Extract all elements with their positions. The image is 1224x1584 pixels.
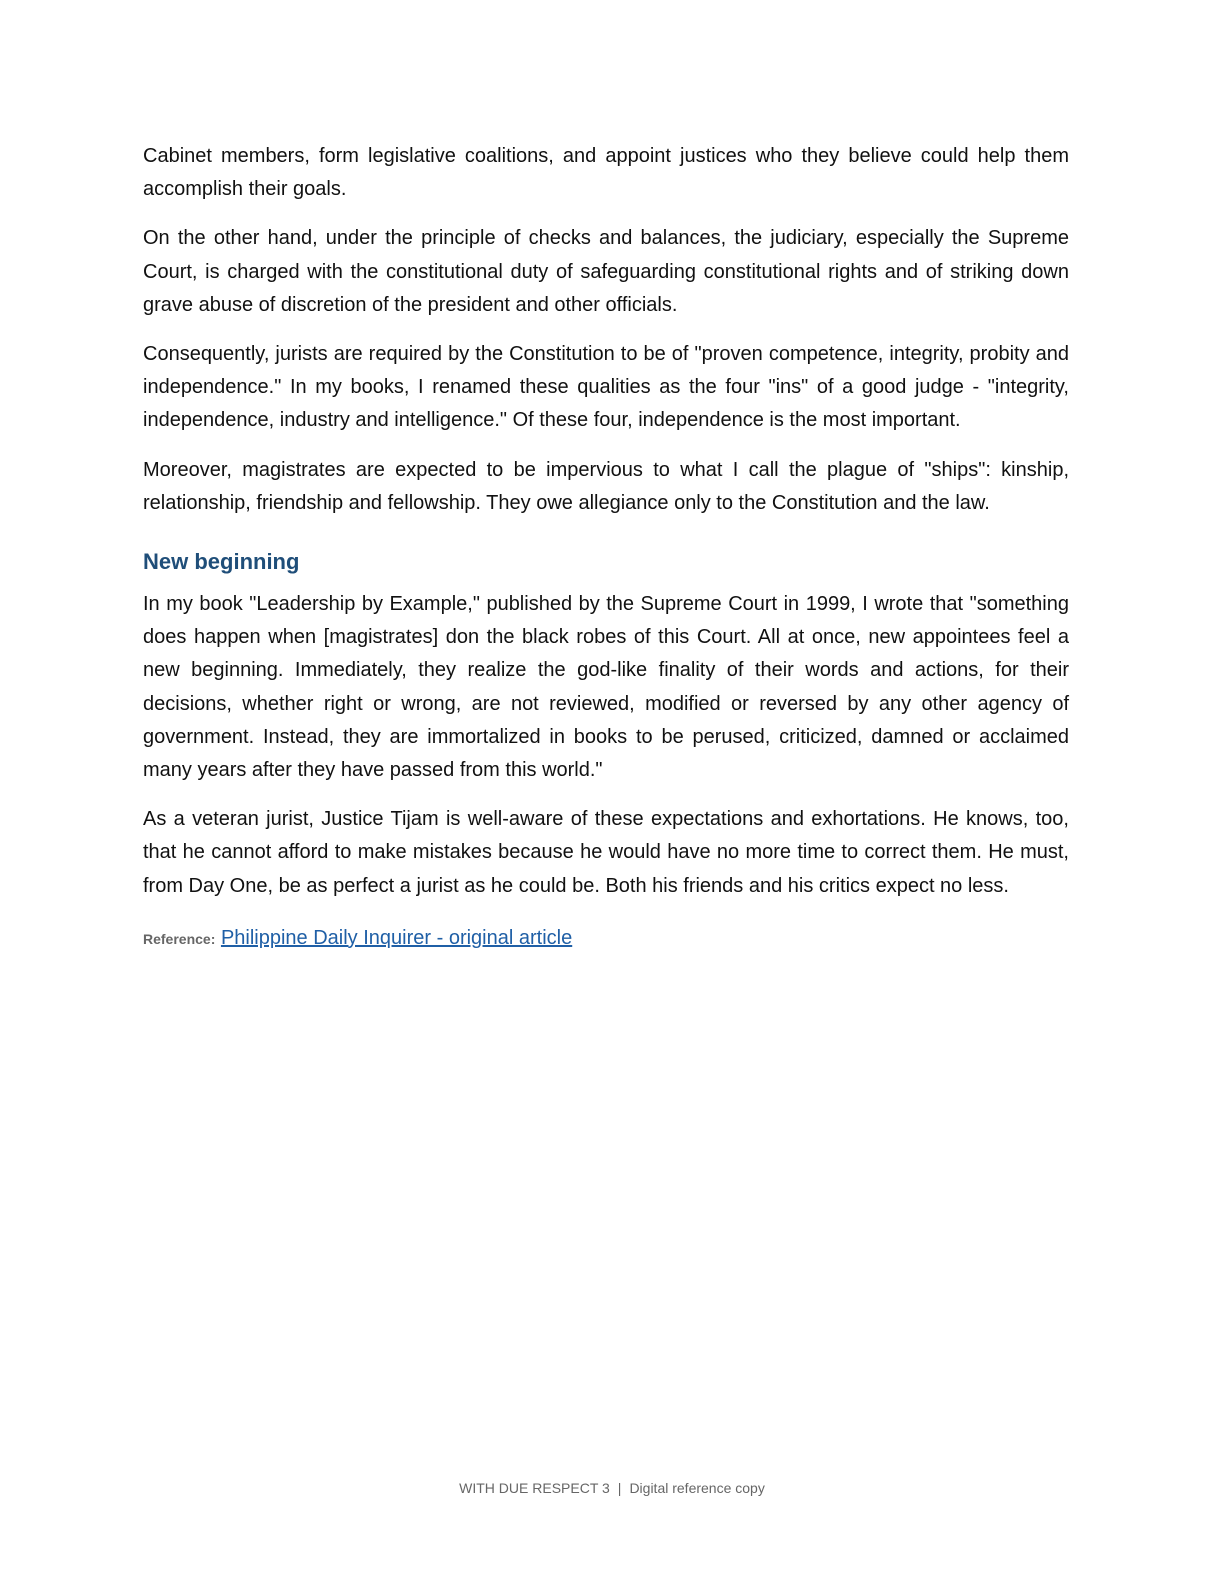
reference-link[interactable]: Philippine Daily Inquirer - original article xyxy=(220,926,573,949)
reference-label: Reference: xyxy=(143,930,216,947)
paragraph-checks-and-balances: On the other hand, under the principle of checks and balances, the judiciary, especially the Supreme Court, is charged with the constitutional duty of safeguarding constitutional rights and of striking down grave abuse of discretion of the president and other officials. xyxy=(143,227,1069,316)
paragraph-cabinet: Cabinet members, form legislative coalitions, and appoint justices who they believe could help them accomplish their goals. xyxy=(143,145,1069,201)
page-body xyxy=(143,140,1069,954)
paragraph-plague-of-ships: Moreover, magistrates are expected to be impervious to what I call the plague of "ships": kinship, relationship, friendship and fellowship. They owe allegiance only to the Constitution and the law. xyxy=(143,458,1069,514)
page-footer xyxy=(0,1478,1224,1498)
footer-title: WITH DUE RESPECT 3 xyxy=(459,1480,610,1496)
paragraph-leadership-by-example: In my book "Leadership by Example," published by the Supreme Court in 1999, I wrote that "something does happen when [magistrates] don the black robes of this Court. All at once, new appointees feel a new beginning. Immediately, they realize the god-like finality of their words and actions, for their decisions, whether right or wrong, are not reviewed, modified or reversed by any other agency of government. Instead, they are immortalized in books to be perused, criticized, damned or acclaimed many years after they have passed from this world." xyxy=(143,593,1069,782)
paragraph-four-ins: Consequently, jurists are required by the Constitution to be of "proven competence, integrity, probity and independence." In my books, I renamed these qualities as the four "ins" of a good judge - "integrity, independence, industry and intelligence." Of these four, independence is the most important. xyxy=(143,343,1069,432)
reference-line xyxy=(143,923,1069,954)
paragraph-justice-tijam: As a veteran jurist, Justice Tijam is well-aware of these expectations and exhortations. He knows, too, that he cannot afford to make mistakes because he would have no more time to correct them. He must, from Day One, be as perfect a jurist as he could be. Both his friends and his critics expect no less. xyxy=(143,808,1069,897)
section-heading: New beginning xyxy=(143,549,300,575)
footer-subtitle: Digital reference copy xyxy=(629,1480,765,1496)
footer-separator: | xyxy=(617,1480,622,1496)
